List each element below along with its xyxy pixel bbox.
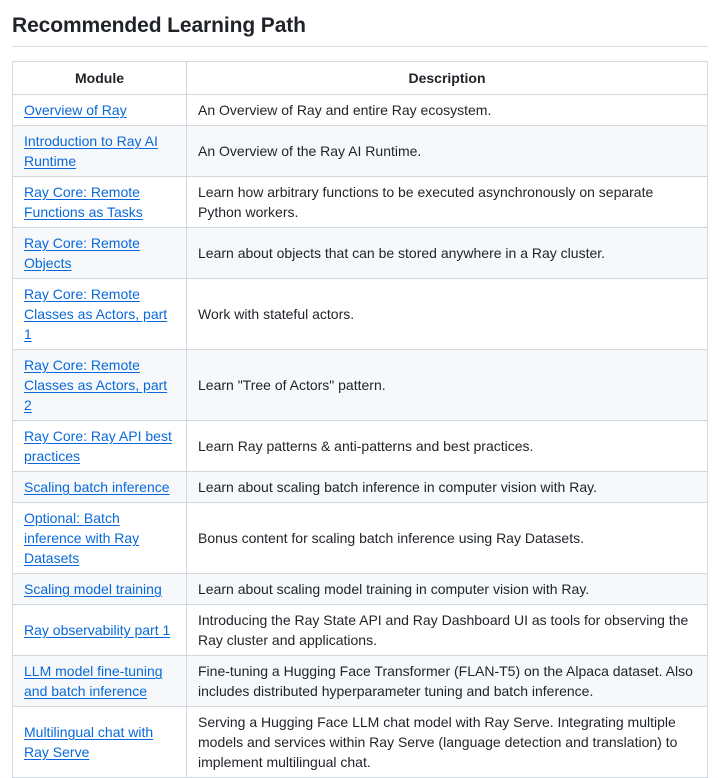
module-link[interactable]: Ray Core: Remote Functions as Tasks — [24, 184, 143, 220]
module-link[interactable]: Ray Core: Remote Objects — [24, 235, 140, 271]
module-link[interactable]: Ray observability part 1 — [24, 622, 171, 638]
module-cell — [13, 228, 187, 279]
learning-path-table — [12, 61, 708, 778]
table-row — [13, 574, 708, 605]
module-cell — [13, 503, 187, 574]
module-cell — [13, 279, 187, 350]
module-column-header: Module — [13, 62, 187, 95]
table-row — [13, 503, 708, 574]
module-cell — [13, 605, 187, 656]
module-link[interactable]: LLM model fine-tuning and batch inference — [24, 663, 163, 699]
table-row — [13, 279, 708, 350]
table-row — [13, 421, 708, 472]
table-header-row — [13, 62, 708, 95]
module-link[interactable]: Ray Core: Remote Classes as Actors, part 2 — [24, 357, 168, 413]
description-column-header: Description — [187, 62, 708, 95]
table-row — [13, 605, 708, 656]
module-cell — [13, 472, 187, 503]
module-link[interactable]: Overview of Ray — [24, 102, 127, 118]
description-cell: Learn about scaling batch inference in computer vision with Ray. — [187, 472, 708, 503]
module-cell — [13, 350, 187, 421]
module-cell — [13, 656, 187, 707]
description-cell: Learn about scaling model training in computer vision with Ray. — [187, 574, 708, 605]
module-link[interactable]: Scaling batch inference — [24, 479, 170, 495]
description-cell: Learn how arbitrary functions to be executed asynchronously on separate Python workers. — [187, 177, 708, 228]
module-cell — [13, 95, 187, 126]
description-cell: Introducing the Ray State API and Ray Dashboard UI as tools for observing the Ray cluster and applications. — [187, 605, 708, 656]
description-cell: An Overview of the Ray AI Runtime. — [187, 126, 708, 177]
module-cell — [13, 574, 187, 605]
table-row — [13, 350, 708, 421]
module-link[interactable]: Introduction to Ray AI Runtime — [24, 133, 158, 169]
description-cell: Fine-tuning a Hugging Face Transformer (FLAN-T5) on the Alpaca dataset. Also includes distributed hyperparameter tuning and batch inference. — [187, 656, 708, 707]
description-cell: Learn "Tree of Actors" pattern. — [187, 350, 708, 421]
table-row — [13, 228, 708, 279]
description-cell: Work with stateful actors. — [187, 279, 708, 350]
table-row — [13, 95, 708, 126]
description-cell: Learn Ray patterns & anti-patterns and best practices. — [187, 421, 708, 472]
table-row — [13, 177, 708, 228]
module-link[interactable]: Optional: Batch inference with Ray Datasets — [24, 510, 140, 566]
description-cell: An Overview of Ray and entire Ray ecosystem. — [187, 95, 708, 126]
table-row — [13, 707, 708, 778]
module-link[interactable]: Ray Core: Remote Classes as Actors, part 1 — [24, 286, 168, 342]
table-row — [13, 472, 708, 503]
module-link[interactable]: Ray Core: Ray API best practices — [24, 428, 172, 464]
module-cell — [13, 126, 187, 177]
table-row — [13, 126, 708, 177]
description-cell: Learn about objects that can be stored anywhere in a Ray cluster. — [187, 228, 708, 279]
table-row — [13, 656, 708, 707]
module-link[interactable]: Scaling model training — [24, 581, 162, 597]
module-cell — [13, 177, 187, 228]
description-cell: Serving a Hugging Face LLM chat model with Ray Serve. Integrating multiple models and services within Ray Serve (language detection and translation) to implement multilingual chat. — [187, 707, 708, 778]
module-cell — [13, 421, 187, 472]
module-link[interactable]: Multilingual chat with Ray Serve — [24, 724, 154, 760]
description-cell: Bonus content for scaling batch inference using Ray Datasets. — [187, 503, 708, 574]
module-cell — [13, 707, 187, 778]
section-heading: Recommended Learning Path — [12, 0, 708, 47]
